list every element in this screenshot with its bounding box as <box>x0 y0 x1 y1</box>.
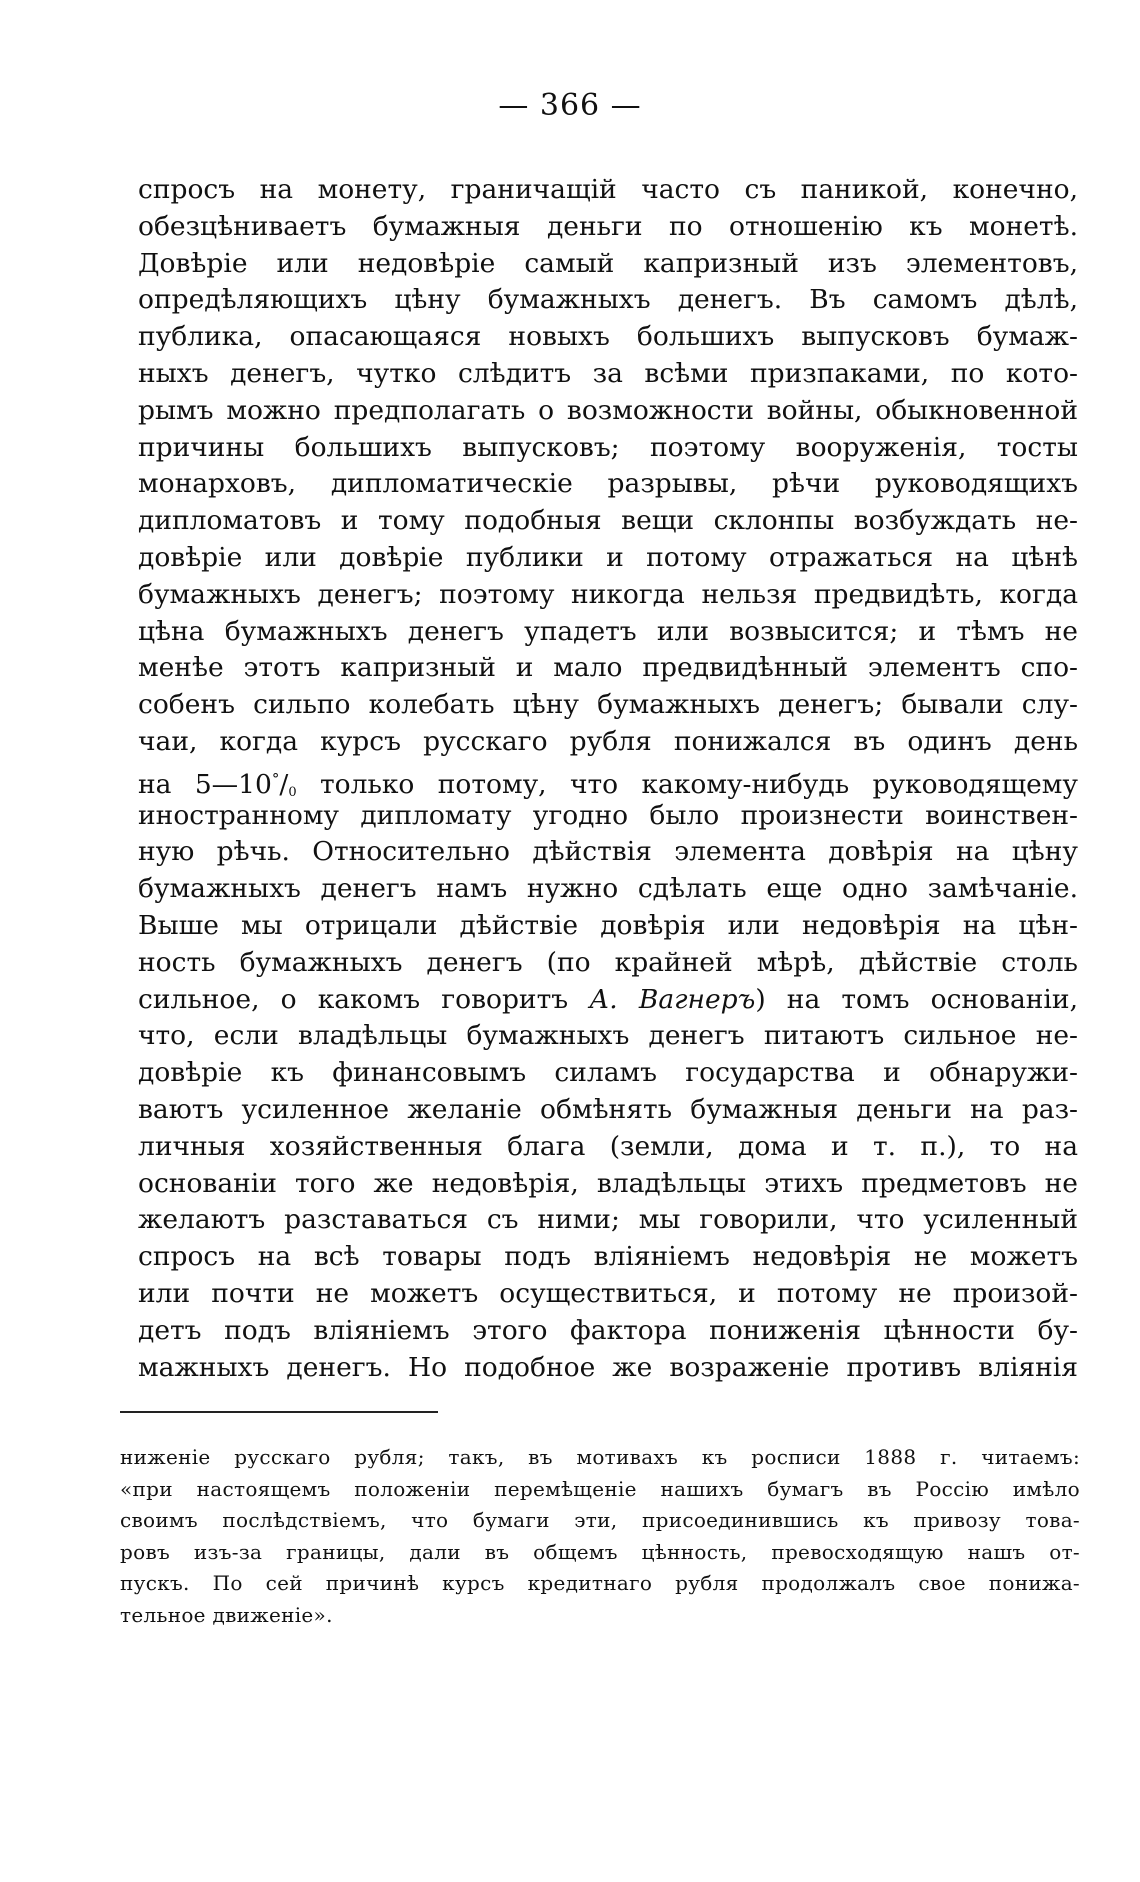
footnote-line: пускъ. По сей причинѣ курсъ кредитнаго рубля продолжалъ свое понижа- <box>120 1571 1080 1596</box>
text-line: дипломатовъ и тому подобныя вещи склонпы возбуждать не- <box>138 505 1078 537</box>
text-line: ныхъ денегъ, чутко слѣдитъ за всѣми призпаками, по кото- <box>138 357 1078 389</box>
text-line: спросъ на всѣ товары подъ вліяніемъ недовѣрія не можетъ <box>138 1241 1078 1273</box>
page-number: — 366 — <box>498 88 642 123</box>
text-line: менѣе этотъ капризный и мало предвидѣнный элементъ спо- <box>138 652 1078 684</box>
text-line: обезцѣниваетъ бумажныя деньги по отношенію къ монетѣ. <box>138 210 1078 242</box>
wagner-line-after: ) на томъ основаніи, <box>755 983 1078 1015</box>
text-line: ность бумажныхъ денегъ (по крайней мѣрѣ, дѣйствіе столь <box>138 946 1078 978</box>
percent-line-after: только потому, что какому-нибудь руководящему <box>296 768 1078 800</box>
main-text <box>138 172 1078 1386</box>
footnote-divider <box>120 1411 438 1413</box>
text-line: что, если владѣльцы бумажныхъ денегъ питаютъ сильное не- <box>138 1020 1078 1052</box>
text-line: собенъ сильпо колебать цѣну бумажныхъ денегъ; бывали слу- <box>138 689 1078 721</box>
text-line: рымъ можно предполагать о возможности войны, обыкновенной <box>138 394 1078 426</box>
percent-sign-slash: / <box>279 768 289 800</box>
author-reference: А. Вагнеръ <box>589 983 756 1015</box>
text-line: опредѣляющихъ цѣну бумажныхъ денегъ. Въ самомъ дѣлѣ, <box>138 284 1078 316</box>
percent-sign-bottom: 0 <box>288 784 297 800</box>
footnote-line: «при настоящемъ положеніи перемѣщеніе нашихъ бумагъ въ Россію имѣло <box>120 1476 1080 1501</box>
wagner-line-before: сильное, о какомъ говоритъ <box>138 983 590 1015</box>
text-line: публика, опасающаяся новыхъ большихъ выпусковъ бумаж- <box>138 321 1078 353</box>
footnote-line: своимъ послѣдствіемъ, что бумаги эти, присоединившись къ привозу това- <box>120 1508 1080 1533</box>
text-line: Выше мы отрицали дѣйствіе довѣрія или недовѣрія на цѣн- <box>138 909 1078 941</box>
text-line: мажныхъ денегъ. Но подобное же возраженіе противъ вліянія <box>138 1351 1078 1383</box>
footnote-line: тельное движеніе». <box>120 1602 333 1627</box>
text-line: чаи, когда курсъ русскаго рубля понижался въ одинъ день <box>138 725 1078 757</box>
text-line-wagner <box>138 982 1078 1019</box>
text-line: спросъ на монету, граничащій часто съ паникой, конечно, <box>138 174 1078 205</box>
footnote <box>120 1442 1080 1632</box>
text-line-percent <box>138 761 1078 798</box>
text-line: ную рѣчь. Относительно дѣйствія элемента довѣрія на цѣну <box>138 836 1078 868</box>
text-line: основаніи того же недовѣрія, владѣльцы этихъ предметовъ не <box>138 1167 1078 1199</box>
percent-line-before: на 5—10 <box>138 768 272 800</box>
footnote-line: ниженіе русскаго рубля; такъ, въ мотивахъ къ росписи 1888 г. читаемъ: <box>120 1445 1080 1469</box>
text-line: иностранному дипломату угодно было произнести воинствен- <box>138 799 1078 831</box>
text-line: или почти не можетъ осуществиться, и потому не произой- <box>138 1277 1078 1309</box>
text-line: личныя хозяйственныя блага (земли, дома и т. п.), то на <box>138 1130 1078 1162</box>
text-line: бумажныхъ денегъ намъ нужно сдѣлать еще одно замѣчаніе. <box>138 873 1078 905</box>
text-line: причины большихъ выпусковъ; поэтому вооруженія, тосты <box>138 431 1078 463</box>
text-line: ваютъ усиленное желаніе обмѣнять бумажныя деньги на раз- <box>138 1093 1078 1125</box>
text-line: монарховъ, дипломатическіе разрывы, рѣчи руководящихъ <box>138 468 1078 500</box>
text-line: довѣріе или довѣріе публики и потому отражаться на цѣнѣ <box>138 541 1078 573</box>
percent-sign-top: ° <box>271 769 280 788</box>
text-line: цѣна бумажныхъ денегъ упадетъ или возвысится; и тѣмъ не <box>138 615 1078 647</box>
text-line: бумажныхъ денегъ; поэтому никогда нельзя предвидѣть, когда <box>138 578 1078 610</box>
text-line: довѣріе къ финансовымъ силамъ государства и обнаружи- <box>138 1057 1078 1089</box>
text-line: Довѣріе или недовѣріе самый капризный изъ элементовъ, <box>138 247 1078 279</box>
footnote-line: ровъ изъ-за границы, дали въ общемъ цѣнность, превосходящую нашъ от- <box>120 1539 1080 1564</box>
text-line: детъ подъ вліяніемъ этого фактора пониженія цѣнности бу- <box>138 1314 1078 1346</box>
text-line: желаютъ разставаться съ ними; мы говорили, что усиленный <box>138 1204 1078 1236</box>
